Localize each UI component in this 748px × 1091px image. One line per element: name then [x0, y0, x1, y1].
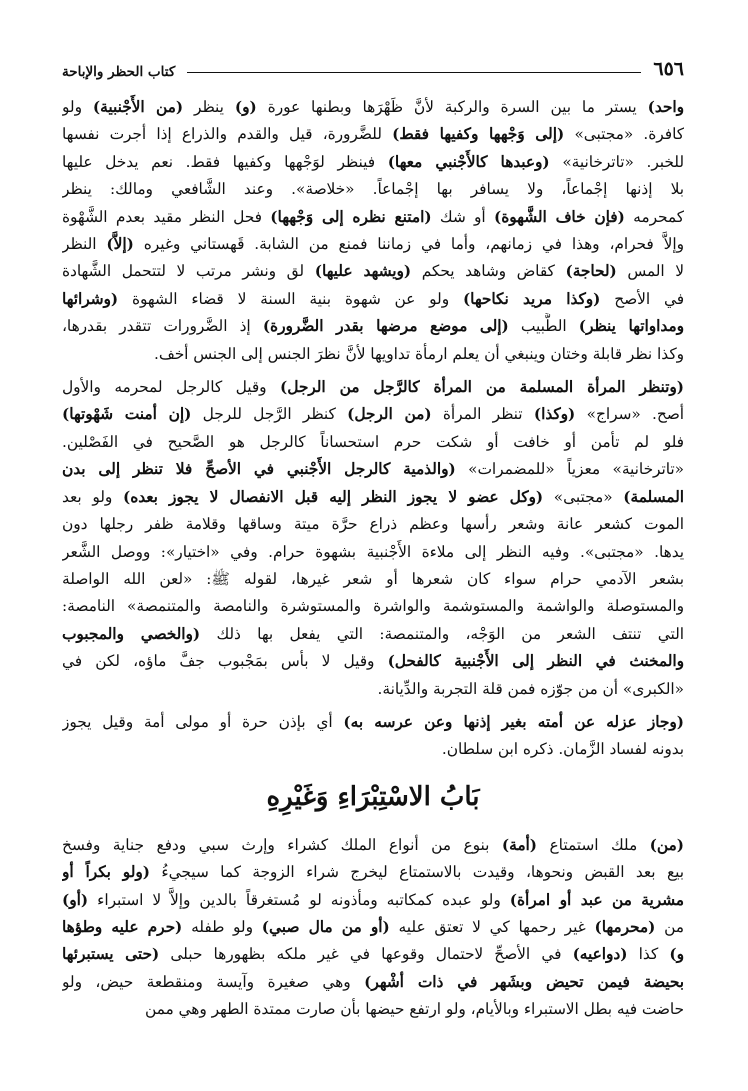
header-rule — [187, 72, 641, 73]
text-line: «تاترخانية» معزياً «للمضمرات» (والذمية كالرجل الأَجْنبي في الأصحِّ فلا تنظر إلى بدن — [62, 460, 684, 479]
text-line: أصح. «سراج» (وكذا) تنظر المرأة (من الرجل) كنظر الرَّجل للرجل (إن أمنت شَهْوتها) — [62, 405, 684, 424]
text-line: واحد) يستر ما بين السرة والركبة لأنَّ ظَهْرَها وبطنها عورة (و) ينظر (من الأَجْنبية) ولو — [62, 98, 684, 116]
text-line: بدونه لفساد الزَّمان. ذكره ابن سلطان. — [441, 740, 684, 759]
book-title: كتاب الحظر والإباحة — [62, 64, 176, 80]
paragraph-istibra — [62, 832, 684, 1024]
text-line: المسلمة) «مجتبى» (وكل عضو لا يجوز النظر إليه قبل الانفصال لا يجوز بعده) ولو بعد — [62, 487, 684, 506]
paragraph-women-gaze — [62, 374, 684, 703]
text-line: يدها. «مجتبى». وفيه النظر إلى ملاءة الأَجْنبية بشهوة حرام. وفي «اختيار»: ووصل الشَّعر — [62, 542, 684, 561]
page-number: ٦٥٦ — [653, 58, 684, 80]
text-line: للخبر. «تاترخانية» (وعبدها كالأَجْنبي معها) فينظر لوَجْهها وكفيها فقط. نعم يدخل عليها — [62, 152, 684, 171]
text-line: التي تنتف الشعر من الوَجْه، والمتنمصة: التي يفعل بها ذلك (والخصي والمجبوب — [62, 624, 684, 643]
paragraph-gaze-rules — [62, 94, 684, 368]
text-line: بلا إذنها إجْماعاً، ولا يسافر بها إجْماعاً. «خلاصة». وعند الشَّافعي ومالك: ينظر — [62, 180, 684, 199]
text-line: و) كذا (دواعيه) في الأصحِّ لاحتمال وقوعها في غير ملكه بظهورها حبلى (حتى يستبرئها — [62, 945, 684, 964]
text-line: بحيضة فيمن تحيض وبشَهر في ذات أشْهر) وهي صغيرة وآيسة ومنقطعة حيض، ولو — [62, 972, 684, 991]
text-line: ومداواتها ينظر) الطَّبيب (إلى موضع مرضها بقدر الضَّرورة) إذ الضَّرورات تتقدر بقدرها، — [62, 317, 684, 336]
chapter-title: بَابُ الاسْتِبْرَاءِ وَغَيْرِهِ — [266, 781, 480, 812]
text-line: لا المس (لحاجة) كقاض وشاهد يحكم (ويشهد عليها) لق ونشر مرتب لا لتتحمل الشَّهادة — [62, 262, 684, 281]
text-line: حاضت فيه بطل الاستبراء وبالأيام، ولو ارتفع حيضها بأن صارت ممتدة الطهر وهي ممن — [144, 1000, 684, 1019]
text-line: فلو لم تأمن أو خافت أو شكت حرم استحساناً كالرجل هو الصَّحيح في الفَصْلين. — [62, 432, 684, 451]
text-line: في الأصح (وكذا مريد نكاحها) ولو عن شهوة بنية السنة لا قضاء الشهوة (وشرائها — [62, 289, 684, 308]
text-line: كمحرمه (فإن خاف الشَّهوة) أو شك (امتنع نظره إلى وَجْهها) فحل النظر مقيد بعدم الشَّهْوة — [62, 207, 684, 226]
text-line: وإلاَّ فحرام، وهذا في زمانهم، وأما في زماننا فمنع من الشابة. قَهستاني وغيره (إلاَّ) النظر — [62, 235, 684, 254]
text-line: وكذا نظر قابلة وختان وينبغي أن يعلم ارمأة تداويها لأنَّ نظرَ الجنس إلى الجنس أخف. — [154, 344, 684, 363]
text-line: الموت كشعر عانة وشعر رأسها وعظم ذراع حرَّة ميتة وساقها وقلامة ظفر رجلها دون — [62, 515, 684, 534]
page-body — [62, 94, 684, 1024]
text-line: (وتنظر المرأة المسلمة من المرأة كالرَّجل من الرجل) وقيل كالرجل لمحرمه والأول — [62, 378, 684, 397]
text-line: والمخنث في النظر إلى الأَجْنبية كالفحل) وقيل لا بأس بمَجْبوب جفَّ ماؤه، لكن في — [62, 652, 684, 671]
text-line: بيع بعد القبض ونحوها، وقيدت بالاستمتاع ليخرج شراء الزوجة كما سيجيءُ (ولو بكراً أو — [62, 863, 684, 882]
running-header — [62, 52, 684, 80]
paragraph-coitus-interruptus — [62, 709, 684, 764]
text-line: والمستوصلة والواشمة والمستوشمة والواشرة والمستوشرة والنامصة والمتنمصة» النامصة: — [62, 597, 684, 616]
text-line: (وجاز عزله عن أمته بغير إذنها وعن عرسه به) أي بإذن حرة أو مولى أمة وقيل يجوز — [62, 712, 684, 731]
text-line: «الكبرى» أن من جوّزه فمن قلة التجربة والدِّيانة. — [377, 679, 684, 698]
book-page — [62, 52, 684, 1024]
text-line: كافرة. «مجتبى» (إلى وَجْهها وكفيها فقط) للضَّرورة، قيل والقدم والذراع إذا أجرت نفسها — [62, 125, 684, 144]
text-line: (من) ملك استمتاع (أمة) بنوع من أنواع الملك كشراء وإرث سبي ودفع جناية وفسخ — [62, 835, 684, 854]
text-line: بشعر الآدمي حرام سواء كان شعرها أو شعر غيرها، لقوله ﷺ: «لعن الله الواصلة — [62, 569, 684, 588]
text-line: مشرية من عبد أو امرأة) ولو عبده كمكاتبه ومأذونه لو مُستغرقاً بالدين وإلاَّ لا استبراء (أو) — [62, 890, 684, 909]
text-line: من (محرمها) غير رحمها كي لا تعتق عليه (أو من مال صبي) ولو طفله (حرم عليه وطؤها — [62, 917, 684, 936]
